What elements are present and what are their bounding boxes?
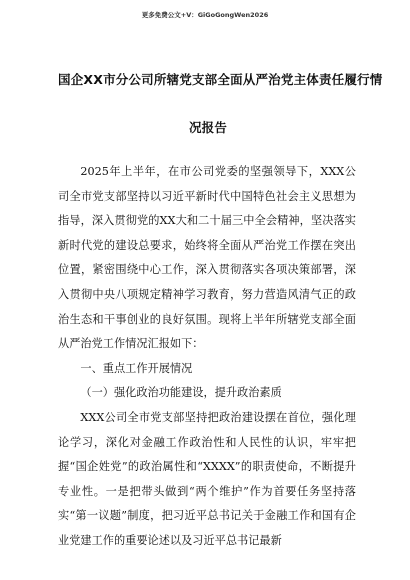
intro-paragraph: 2025年上半年，在市公司党委的坚强领导下，XXX公司全市党支部坚持以习近平新时代中国特色社会主义思想为指导，深入贯彻党的XX大和二十届三中全会精神，坚决落实新时代党的建设总要求，始终将全面从严治党工作摆在突出位置，紧密围绕中心工作，深入贯彻落实各项决策部署，深入贯彻中央八项规定精神学习教育，努力营造风清气正的政治生态和干事创业的良好氛围。现将上半年所辖党支部全面从严治党工作情况汇报如下： bbox=[58, 165, 356, 351]
document-title-line2: 况报告 bbox=[188, 120, 228, 135]
document-body bbox=[58, 160, 356, 554]
document-title-line1: 国企XX市分公司所辖党支部全面从严治党主体责任履行情 bbox=[58, 72, 383, 87]
section-heading: 一、重点工作开展情况 bbox=[80, 361, 193, 375]
subsection-paragraph: XXX公司全市党支部坚持把政治建设摆在首位，强化理论学习，深化对金融工作政治性和人民性的认识，牢牢把握“国企姓党”的政治属性和“XXXX”的职责使命，不断提升专业性。一是把带头做到“两个维护”作为首要任务坚持落实“第一议题”制度，把习近平总书记关于金融工作和国有企业党建工作的重要论述以及习近平总书记最新 bbox=[58, 410, 356, 547]
subsection-heading: （一）强化政治功能建设，提升政治素质 bbox=[80, 386, 282, 400]
header-note: 更多免费公文+V：GiGoGongWen2026 bbox=[141, 11, 269, 19]
